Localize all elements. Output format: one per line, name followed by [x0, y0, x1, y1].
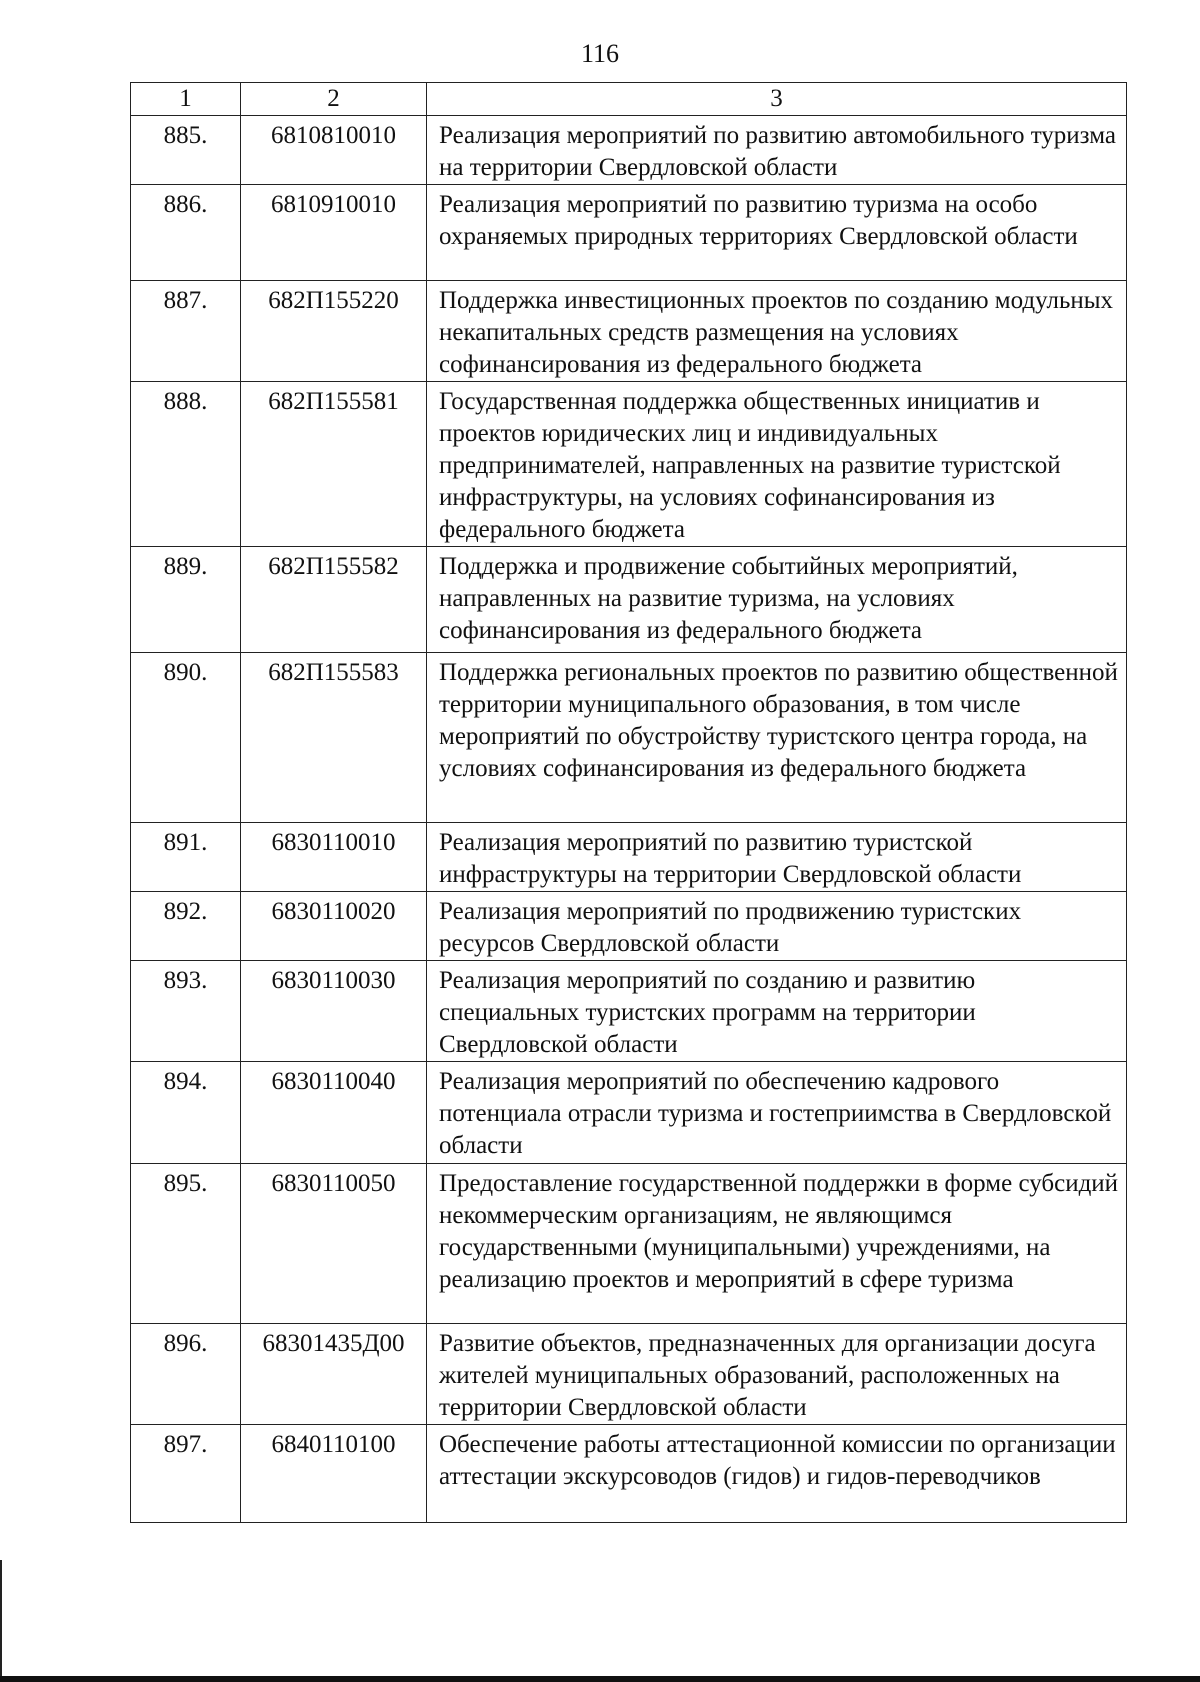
row-number: 887.	[131, 281, 241, 382]
row-description: Реализация мероприятий по обеспечению кадрового потенциала отрасли туризма и гостеприимства в Свердловской области	[427, 1062, 1127, 1164]
table-row	[131, 961, 1127, 1062]
row-code: 6830110040	[241, 1062, 427, 1164]
row-number: 886.	[131, 185, 241, 281]
table-row	[131, 116, 1127, 185]
table-row	[131, 1324, 1127, 1425]
row-number: 888.	[131, 382, 241, 547]
row-code: 68301435Д00	[241, 1324, 427, 1425]
row-description: Реализация мероприятий по развитию туризма на особо охраняемых природных территориях Свердловской области	[427, 185, 1127, 281]
row-description: Поддержка региональных проектов по развитию общественной территории муниципального образования, в том числе мероприятий по обустройству туристского центра города, на условиях софинансирования из федерального бюджета	[427, 653, 1127, 823]
table-header-row	[131, 83, 1127, 116]
table-row	[131, 823, 1127, 892]
row-code: 682П155583	[241, 653, 427, 823]
budget-code-table-container	[130, 82, 1126, 1523]
row-code: 6810910010	[241, 185, 427, 281]
row-number: 890.	[131, 653, 241, 823]
table-row	[131, 382, 1127, 547]
row-number: 895.	[131, 1164, 241, 1324]
row-number: 891.	[131, 823, 241, 892]
row-description: Развитие объектов, предназначенных для организации досуга жителей муниципальных образований, расположенных на территории Свердловской области	[427, 1324, 1127, 1425]
row-number: 896.	[131, 1324, 241, 1425]
row-code: 682П155581	[241, 382, 427, 547]
row-code: 6810810010	[241, 116, 427, 185]
row-description: Обеспечение работы аттестационной комиссии по организации аттестации экскурсоводов (гидов) и гидов-переводчиков	[427, 1425, 1127, 1523]
row-description: Реализация мероприятий по развитию автомобильного туризма на территории Свердловской области	[427, 116, 1127, 185]
table-row	[131, 281, 1127, 382]
table-row	[131, 653, 1127, 823]
table-row	[131, 547, 1127, 653]
row-description: Поддержка инвестиционных проектов по созданию модульных некапитальных средств размещения на условиях софинансирования из федерального бюджета	[427, 281, 1127, 382]
row-number: 892.	[131, 892, 241, 961]
table-row	[131, 892, 1127, 961]
row-code: 6830110030	[241, 961, 427, 1062]
row-description: Поддержка и продвижение событийных мероприятий, направленных на развитие туризма, на условиях софинансирования из федерального бюджета	[427, 547, 1127, 653]
row-number: 893.	[131, 961, 241, 1062]
row-code: 682П155220	[241, 281, 427, 382]
row-description: Предоставление государственной поддержки в форме субсидий некоммерческим организациям, не являющимся государственными (муниципальными) учреждениями, на реализацию проектов и мероприятий в сфере туризма	[427, 1164, 1127, 1324]
row-code: 6840110100	[241, 1425, 427, 1523]
column-header-3: 3	[427, 83, 1127, 116]
row-code: 6830110050	[241, 1164, 427, 1324]
row-code: 6830110010	[241, 823, 427, 892]
table-row	[131, 1062, 1127, 1164]
row-description: Государственная поддержка общественных инициатив и проектов юридических лиц и индивидуальных предпринимателей, направленных на развитие туристской инфраструктуры, на условиях софинансирования из федерального бюджета	[427, 382, 1127, 547]
row-code: 6830110020	[241, 892, 427, 961]
row-number: 897.	[131, 1425, 241, 1523]
row-description: Реализация мероприятий по продвижению туристских ресурсов Свердловской области	[427, 892, 1127, 961]
page-number: 116	[580, 39, 620, 68]
row-description: Реализация мероприятий по созданию и развитию специальных туристских программ на территории Свердловской области	[427, 961, 1127, 1062]
scan-edge-left	[0, 1560, 2, 1682]
budget-code-table	[130, 82, 1127, 1523]
row-number: 885.	[131, 116, 241, 185]
scan-edge-bottom	[0, 1676, 1200, 1682]
column-header-2: 2	[241, 83, 427, 116]
row-code: 682П155582	[241, 547, 427, 653]
row-number: 894.	[131, 1062, 241, 1164]
table-row	[131, 1425, 1127, 1523]
column-header-1: 1	[131, 83, 241, 116]
row-description: Реализация мероприятий по развитию туристской инфраструктуры на территории Свердловской области	[427, 823, 1127, 892]
row-number: 889.	[131, 547, 241, 653]
table-row	[131, 185, 1127, 281]
table-row	[131, 1164, 1127, 1324]
